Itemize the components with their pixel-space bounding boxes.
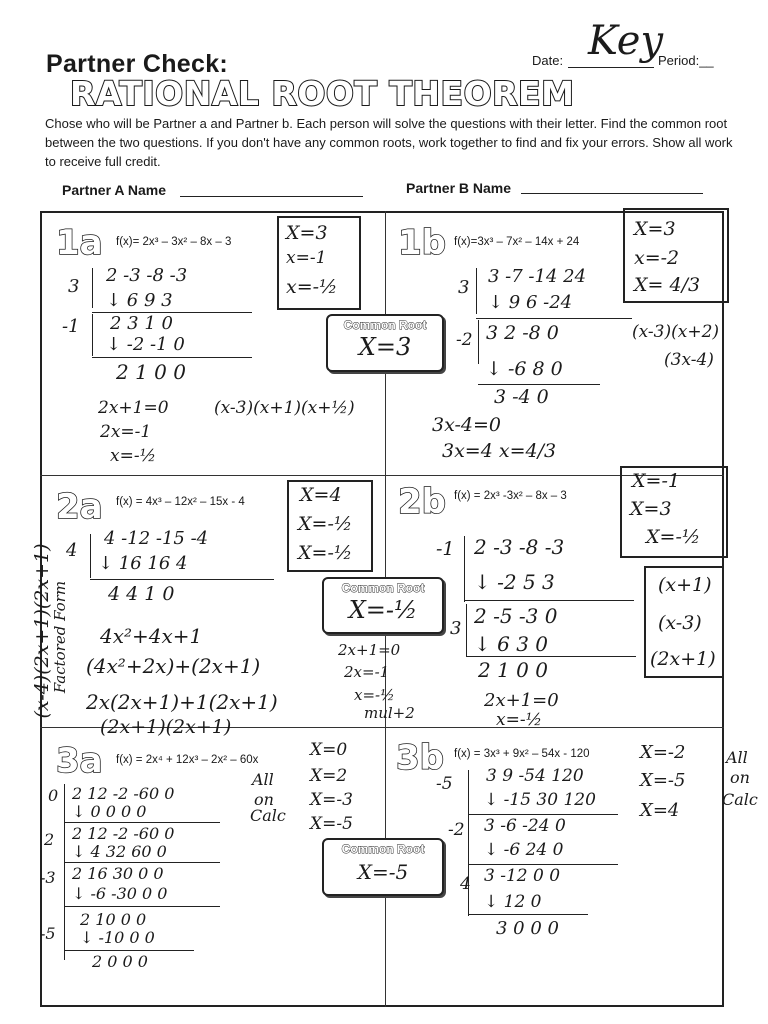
calc-note-3a-2: on bbox=[254, 790, 274, 809]
div-rule-1b-1 bbox=[476, 318, 632, 319]
root-3a-3: X=-3 bbox=[310, 790, 353, 810]
calc-note-3b-1: All bbox=[726, 748, 748, 767]
side-factored-2a: (x-4)(2x+1)(2x+1) bbox=[31, 543, 53, 719]
root-3b-3: X=4 bbox=[640, 800, 680, 821]
div-rule-3a-2 bbox=[64, 862, 220, 863]
div-rule-3a-4 bbox=[64, 950, 194, 951]
div-3a-3-mid: ↓ -6 -30 0 0 bbox=[72, 884, 168, 903]
div-bracket-2b-2 bbox=[466, 604, 467, 656]
div-3b-3-bot: 3 0 0 0 bbox=[496, 918, 559, 939]
calc-note-3a-3: Calc bbox=[250, 806, 286, 825]
common-root-value-2: X=-½ bbox=[348, 596, 418, 624]
work-2a-1: 4x²+4x+1 bbox=[100, 624, 203, 648]
common-root-box-2 bbox=[322, 577, 444, 634]
div-1a-1-mid: ↓ 6 9 3 bbox=[106, 290, 173, 311]
div-3a-4-mid: ↓ -10 0 0 bbox=[80, 928, 155, 947]
divisor-3b-2: -2 bbox=[448, 820, 465, 840]
root-2b-1: X=-1 bbox=[632, 470, 680, 492]
div-3a-1-mid: ↓ 0 0 0 0 bbox=[72, 802, 147, 821]
divisor-2b-2: 3 bbox=[450, 618, 462, 639]
calc-note-3b-3: Calc bbox=[722, 790, 758, 809]
problem-label-2a: 2a bbox=[56, 487, 103, 527]
div-1b-2-mid: ↓ -6 8 0 bbox=[486, 358, 563, 380]
factored-1b-2: (3x-4) bbox=[664, 350, 714, 370]
div-2b-2-mid: ↓ 6 3 0 bbox=[474, 632, 549, 656]
title-rational-root-theorem: RATIONAL ROOT THEOREM bbox=[70, 74, 575, 113]
div-2a-bot: 4 4 1 0 bbox=[108, 583, 175, 605]
div-1b-2-bot: 3 -4 0 bbox=[494, 386, 549, 408]
div-rule-2b-2 bbox=[466, 656, 636, 657]
root-2b-3: X=-½ bbox=[646, 526, 701, 548]
factor-2b-2: (x-3) bbox=[658, 612, 702, 634]
div-bracket-2a bbox=[90, 534, 91, 578]
root-1b-2: x=-2 bbox=[634, 247, 680, 269]
function-2a: f(x) = 4x³ – 12x² – 15x - 4 bbox=[116, 496, 245, 508]
div-1b-1-top: 3 -7 -14 24 bbox=[488, 266, 587, 287]
div-rule-3b-1 bbox=[468, 814, 618, 815]
div-rule-1b-2 bbox=[478, 384, 600, 385]
factor-2b-1: (x+1) bbox=[658, 574, 712, 596]
div-1a-2-top: 2 3 1 0 bbox=[110, 313, 173, 334]
factor-2b-3: (2x+1) bbox=[650, 648, 716, 670]
note-2b-1: 2x+1=0 bbox=[338, 641, 401, 659]
div-2b-2-bot: 2 1 0 0 bbox=[478, 658, 548, 682]
div-rule-2b-1 bbox=[464, 600, 634, 601]
factored-1a: (x-3)(x+1)(x+½) bbox=[214, 398, 355, 418]
work-1a-1: 2x+1=0 bbox=[98, 398, 169, 418]
div-rule-1a-2 bbox=[92, 357, 252, 358]
root-3a-4: X=-5 bbox=[310, 814, 353, 834]
root-1a-3: x=-½ bbox=[286, 276, 338, 298]
root-2a-3: X=-½ bbox=[298, 542, 353, 564]
date-value-key: Key bbox=[588, 18, 664, 64]
div-rule-3a-3 bbox=[64, 906, 220, 907]
root-2a-2: X=-½ bbox=[298, 513, 353, 535]
factored-1b-1: (x-3)(x+2) bbox=[632, 322, 720, 342]
calc-note-3b-2: on bbox=[730, 768, 750, 787]
partner-b-name-field[interactable] bbox=[521, 193, 703, 194]
partner-a-name-field[interactable] bbox=[180, 196, 363, 197]
div-bracket-3b bbox=[468, 770, 469, 916]
divisor-3a-3: -3 bbox=[40, 868, 56, 887]
work-1a-2: 2x=-1 bbox=[100, 422, 152, 442]
div-bracket-1a bbox=[92, 268, 93, 308]
title-partner-check: Partner Check: bbox=[46, 50, 229, 78]
div-3b-1-top: 3 9 -54 120 bbox=[486, 766, 584, 786]
date-line[interactable] bbox=[568, 67, 654, 68]
root-1a-2: x=-1 bbox=[286, 248, 327, 268]
div-3b-3-mid: ↓ 12 0 bbox=[484, 892, 542, 912]
common-root-label-2: Common Root bbox=[341, 581, 425, 595]
div-3b-2-top: 3 -6 -24 0 bbox=[484, 816, 566, 836]
period-label: Period:__ bbox=[658, 53, 714, 68]
div-rule-3a-1 bbox=[64, 822, 220, 823]
work-1b-1: 3x-4=0 bbox=[432, 414, 501, 436]
function-1a: f(x)= 2x³ – 3x² – 8x – 3 bbox=[116, 236, 232, 248]
root-3b-2: X=-5 bbox=[640, 770, 686, 791]
divisor-1a-1: 3 bbox=[68, 276, 80, 297]
divisor-1b-1: 3 bbox=[458, 277, 470, 298]
calc-note-3a-1: All bbox=[252, 770, 274, 789]
div-3a-1-top: 2 12 -2 -60 0 bbox=[72, 784, 175, 803]
div-2b-1-top: 2 -3 -8 -3 bbox=[474, 535, 565, 559]
note-2b-4: mul+2 bbox=[364, 704, 415, 722]
div-1a-2-bot: 2 1 0 0 bbox=[116, 360, 186, 384]
divisor-3a-4: -5 bbox=[40, 924, 56, 943]
divisor-1a-2: -1 bbox=[62, 316, 80, 337]
root-1b-1: X=3 bbox=[634, 218, 676, 240]
div-1b-2-top: 3 2 -8 0 bbox=[486, 322, 559, 344]
div-bracket-3a bbox=[64, 784, 65, 960]
divisor-2a: 4 bbox=[66, 540, 78, 561]
div-3a-4-bot: 2 0 0 0 bbox=[92, 952, 148, 971]
problem-label-1b: 1b bbox=[398, 223, 446, 263]
div-1a-1-top: 2 -3 -8 -3 bbox=[106, 265, 188, 286]
instructions: Chose who will be Partner a and Partner b. Each person will solve the questions with their letter. Find the common root between the two questions. If you don't have any common roots, work together to find and fix your errors. Show all work to receive full credit. bbox=[45, 116, 733, 169]
divisor-3a-2: 2 bbox=[44, 830, 55, 849]
common-root-value-3: X=-5 bbox=[357, 860, 409, 884]
div-1a-2-mid: ↓ -2 -1 0 bbox=[106, 334, 185, 355]
div-3b-1-mid: ↓ -15 30 120 bbox=[484, 790, 596, 810]
problem-label-3b: 3b bbox=[396, 738, 444, 778]
common-root-label-3: Common Root bbox=[341, 842, 425, 856]
root-1a-1: X=3 bbox=[286, 222, 328, 244]
div-3a-2-mid: ↓ 4 32 60 0 bbox=[72, 842, 167, 861]
function-1b: f(x)=3x³ – 7x² – 14x + 24 bbox=[454, 236, 580, 248]
divisor-3a-1: 0 bbox=[48, 786, 59, 805]
div-bracket-1a-2 bbox=[92, 314, 93, 356]
divisor-3b-1: -5 bbox=[436, 774, 453, 794]
div-3a-3-top: 2 16 30 0 0 bbox=[72, 864, 164, 883]
div-2b-1-mid: ↓ -2 5 3 bbox=[474, 570, 555, 594]
function-2b: f(x) = 2x³ -3x² – 8x – 3 bbox=[454, 490, 567, 502]
root-3a-2: X=2 bbox=[310, 766, 348, 786]
note-2b-2: 2x=-1 bbox=[344, 663, 390, 681]
common-root-label-1: Common Root bbox=[343, 318, 427, 332]
div-bracket-1b-2 bbox=[478, 320, 479, 364]
work-1b-2: 3x=4 x=4/3 bbox=[442, 440, 557, 462]
work-2b-1: 2x+1=0 bbox=[484, 690, 559, 711]
divisor-3b-3: 4 bbox=[460, 874, 471, 894]
work-2b-2: x=-½ bbox=[496, 710, 543, 730]
root-3b-1: X=-2 bbox=[640, 742, 686, 763]
div-rule-3b-3 bbox=[468, 914, 588, 915]
root-1b-3: X= 4/3 bbox=[634, 274, 701, 296]
function-3b: f(x) = 3x³ + 9x² – 54x - 120 bbox=[454, 748, 590, 760]
work-2a-4: (2x+1)(2x+1) bbox=[100, 716, 232, 738]
work-2a-2: (4x²+2x)+(2x+1) bbox=[86, 654, 261, 678]
problem-label-3a: 3a bbox=[56, 741, 103, 781]
work-1a-3: x=-½ bbox=[110, 446, 157, 466]
div-rule-3b-2 bbox=[468, 864, 618, 865]
partner-a-label: Partner A Name bbox=[62, 182, 167, 198]
root-2b-2: X=3 bbox=[630, 498, 672, 520]
problem-label-1a: 1a bbox=[56, 223, 103, 263]
div-2a-mid: ↓ 16 16 4 bbox=[98, 553, 188, 574]
partner-b-label: Partner B Name bbox=[406, 180, 512, 196]
root-2a-1: X=4 bbox=[300, 484, 342, 506]
common-root-box-1 bbox=[326, 314, 444, 372]
div-bracket-1b bbox=[476, 268, 477, 314]
side-factored-form-label: Factored Form bbox=[51, 580, 69, 694]
div-3a-2-top: 2 12 -2 -60 0 bbox=[72, 824, 175, 843]
div-3b-3-top: 3 -12 0 0 bbox=[484, 866, 561, 886]
note-2b-3: x=-½ bbox=[354, 686, 395, 704]
div-1b-1-mid: ↓ 9 6 -24 bbox=[488, 292, 573, 313]
function-3a: f(x) = 2x⁴ + 12x³ – 2x² – 60x bbox=[116, 754, 259, 766]
date-label: Date: bbox=[532, 53, 564, 68]
divisor-2b-1: -1 bbox=[436, 538, 455, 560]
div-rule-2a bbox=[90, 579, 274, 580]
work-2a-3: 2x(2x+1)+1(2x+1) bbox=[86, 690, 278, 714]
div-3b-2-mid: ↓ -6 24 0 bbox=[484, 840, 564, 860]
div-2a-top: 4 -12 -15 -4 bbox=[104, 528, 209, 549]
problem-label-2b: 2b bbox=[398, 482, 446, 522]
div-3a-4-top: 2 10 0 0 bbox=[80, 910, 147, 929]
common-root-value-1: X=3 bbox=[358, 333, 412, 361]
divisor-1b-2: -2 bbox=[456, 330, 473, 350]
div-2b-2-top: 2 -5 -3 0 bbox=[474, 604, 558, 628]
common-root-box-3 bbox=[322, 838, 444, 896]
div-bracket-2b bbox=[464, 536, 465, 602]
root-3a-1: X=0 bbox=[310, 740, 348, 760]
